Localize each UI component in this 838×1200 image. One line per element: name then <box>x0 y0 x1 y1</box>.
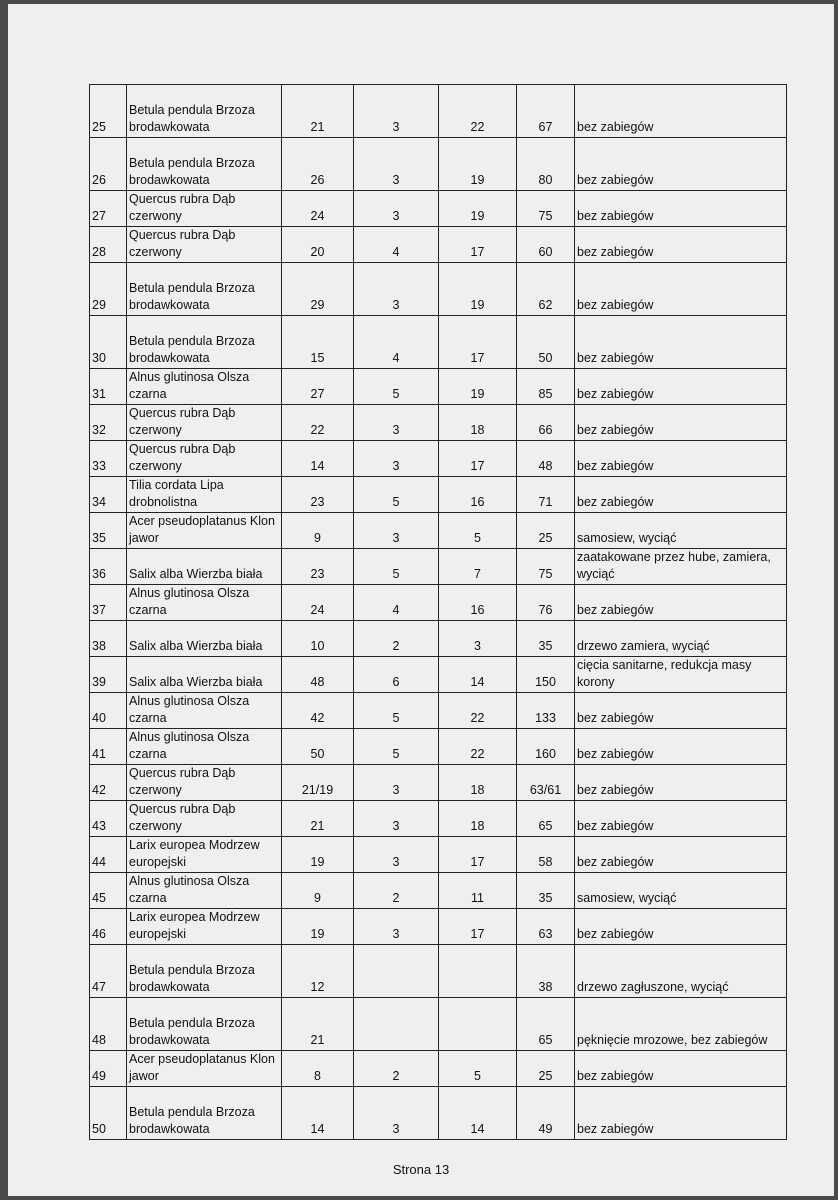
height-cell: 17 <box>439 316 517 369</box>
table-row <box>90 263 787 316</box>
height-cell: 5 <box>439 513 517 549</box>
species-name-cell: Larix europea Modrzew europejski <box>127 837 282 873</box>
table-row <box>90 998 787 1051</box>
crown-diameter-cell <box>354 998 439 1051</box>
species-name-cell: Alnus glutinosa Olsza czarna <box>127 729 282 765</box>
treatment-note-cell: bez zabiegów <box>575 405 787 441</box>
height-cell: 14 <box>439 657 517 693</box>
tree-number-cell: 28 <box>90 227 127 263</box>
species-name-cell: Quercus rubra Dąb czerwony <box>127 227 282 263</box>
height-cell <box>439 945 517 998</box>
height-cell: 14 <box>439 1087 517 1140</box>
height-cell: 22 <box>439 693 517 729</box>
species-name-cell: Betula pendula Brzoza brodawkowata <box>127 263 282 316</box>
tree-number-cell: 26 <box>90 138 127 191</box>
treatment-note-cell: bez zabiegów <box>575 191 787 227</box>
height-cell: 17 <box>439 909 517 945</box>
trunk-circumference-cell: 42 <box>282 693 354 729</box>
crown-diameter-cell: 4 <box>354 316 439 369</box>
height-cell: 17 <box>439 227 517 263</box>
page-number: Strona 13 <box>392 1162 450 1177</box>
table-row <box>90 621 787 657</box>
species-name-cell: Tilia cordata Lipa drobnolistna <box>127 477 282 513</box>
treatment-note-cell: bez zabiegów <box>575 477 787 513</box>
treatment-note-cell: bez zabiegów <box>575 1087 787 1140</box>
height-cell: 16 <box>439 477 517 513</box>
diameter-cell: 75 <box>517 191 575 227</box>
diameter-cell: 35 <box>517 621 575 657</box>
table-row <box>90 441 787 477</box>
crown-diameter-cell: 3 <box>354 191 439 227</box>
treatment-note-cell: drzewo zamiera, wyciąć <box>575 621 787 657</box>
trunk-circumference-cell: 19 <box>282 909 354 945</box>
trunk-circumference-cell: 15 <box>282 316 354 369</box>
height-cell: 19 <box>439 263 517 316</box>
species-name-cell: Quercus rubra Dąb czerwony <box>127 405 282 441</box>
crown-diameter-cell: 3 <box>354 441 439 477</box>
tree-number-cell: 47 <box>90 945 127 998</box>
crown-diameter-cell: 3 <box>354 263 439 316</box>
species-name-cell: Quercus rubra Dąb czerwony <box>127 765 282 801</box>
table-row <box>90 191 787 227</box>
species-name-cell: Alnus glutinosa Olsza czarna <box>127 369 282 405</box>
crown-diameter-cell: 3 <box>354 138 439 191</box>
crown-diameter-cell: 3 <box>354 765 439 801</box>
trunk-circumference-cell: 29 <box>282 263 354 316</box>
crown-diameter-cell: 3 <box>354 837 439 873</box>
crown-diameter-cell: 5 <box>354 693 439 729</box>
crown-diameter-cell: 4 <box>354 585 439 621</box>
diameter-cell: 75 <box>517 549 575 585</box>
treatment-note-cell: bez zabiegów <box>575 441 787 477</box>
trunk-circumference-cell: 20 <box>282 227 354 263</box>
tree-number-cell: 39 <box>90 657 127 693</box>
height-cell: 18 <box>439 801 517 837</box>
treatment-note-cell: bez zabiegów <box>575 909 787 945</box>
table-row <box>90 765 787 801</box>
species-name-cell: Betula pendula Brzoza brodawkowata <box>127 316 282 369</box>
diameter-cell: 65 <box>517 998 575 1051</box>
crown-diameter-cell: 5 <box>354 477 439 513</box>
trunk-circumference-cell: 23 <box>282 477 354 513</box>
tree-number-cell: 43 <box>90 801 127 837</box>
table-row <box>90 549 787 585</box>
treatment-note-cell: bez zabiegów <box>575 837 787 873</box>
species-name-cell: Salix alba Wierzba biała <box>127 549 282 585</box>
crown-diameter-cell: 3 <box>354 85 439 138</box>
tree-number-cell: 44 <box>90 837 127 873</box>
species-name-cell: Quercus rubra Dąb czerwony <box>127 441 282 477</box>
crown-diameter-cell: 5 <box>354 729 439 765</box>
trunk-circumference-cell: 24 <box>282 191 354 227</box>
tree-number-cell: 41 <box>90 729 127 765</box>
table-row <box>90 657 787 693</box>
trunk-circumference-cell: 21 <box>282 998 354 1051</box>
treatment-note-cell: bez zabiegów <box>575 227 787 263</box>
species-name-cell: Betula pendula Brzoza brodawkowata <box>127 138 282 191</box>
diameter-cell: 58 <box>517 837 575 873</box>
table-row <box>90 85 787 138</box>
diameter-cell: 25 <box>517 513 575 549</box>
diameter-cell: 60 <box>517 227 575 263</box>
diameter-cell: 150 <box>517 657 575 693</box>
species-name-cell: Alnus glutinosa Olsza czarna <box>127 873 282 909</box>
table-row <box>90 369 787 405</box>
height-cell: 22 <box>439 729 517 765</box>
species-name-cell: Acer pseudoplatanus Klon jawor <box>127 513 282 549</box>
diameter-cell: 85 <box>517 369 575 405</box>
treatment-note-cell: bez zabiegów <box>575 729 787 765</box>
diameter-cell: 67 <box>517 85 575 138</box>
crown-diameter-cell: 5 <box>354 549 439 585</box>
diameter-cell: 133 <box>517 693 575 729</box>
height-cell: 22 <box>439 85 517 138</box>
table-body <box>90 85 787 1140</box>
height-cell: 19 <box>439 369 517 405</box>
height-cell: 3 <box>439 621 517 657</box>
diameter-cell: 63/61 <box>517 765 575 801</box>
crown-diameter-cell <box>354 945 439 998</box>
height-cell <box>439 998 517 1051</box>
crown-diameter-cell: 3 <box>354 801 439 837</box>
treatment-note-cell: bez zabiegów <box>575 138 787 191</box>
treatment-note-cell: drzewo zagłuszone, wyciąć <box>575 945 787 998</box>
diameter-cell: 62 <box>517 263 575 316</box>
diameter-cell: 63 <box>517 909 575 945</box>
trunk-circumference-cell: 50 <box>282 729 354 765</box>
table-row <box>90 1087 787 1140</box>
crown-diameter-cell: 2 <box>354 621 439 657</box>
table-row <box>90 945 787 998</box>
tree-number-cell: 46 <box>90 909 127 945</box>
treatment-note-cell: samosiew, wyciąć <box>575 513 787 549</box>
crown-diameter-cell: 5 <box>354 369 439 405</box>
treatment-note-cell: bez zabiegów <box>575 369 787 405</box>
table-row <box>90 138 787 191</box>
tree-number-cell: 27 <box>90 191 127 227</box>
species-name-cell: Alnus glutinosa Olsza czarna <box>127 585 282 621</box>
trunk-circumference-cell: 10 <box>282 621 354 657</box>
species-name-cell: Betula pendula Brzoza brodawkowata <box>127 85 282 138</box>
height-cell: 17 <box>439 441 517 477</box>
species-name-cell: Betula pendula Brzoza brodawkowata <box>127 1087 282 1140</box>
height-cell: 5 <box>439 1051 517 1087</box>
diameter-cell: 50 <box>517 316 575 369</box>
diameter-cell: 160 <box>517 729 575 765</box>
diameter-cell: 71 <box>517 477 575 513</box>
tree-number-cell: 31 <box>90 369 127 405</box>
diameter-cell: 65 <box>517 801 575 837</box>
table-row <box>90 837 787 873</box>
height-cell: 18 <box>439 405 517 441</box>
height-cell: 19 <box>439 138 517 191</box>
table-row <box>90 873 787 909</box>
trunk-circumference-cell: 21 <box>282 85 354 138</box>
tree-number-cell: 48 <box>90 998 127 1051</box>
table-row <box>90 909 787 945</box>
crown-diameter-cell: 3 <box>354 405 439 441</box>
tree-inventory-table <box>89 84 787 1140</box>
table-row <box>90 729 787 765</box>
treatment-note-cell: bez zabiegów <box>575 585 787 621</box>
species-name-cell: Salix alba Wierzba biała <box>127 657 282 693</box>
trunk-circumference-cell: 19 <box>282 837 354 873</box>
treatment-note-cell: bez zabiegów <box>575 801 787 837</box>
species-name-cell: Alnus glutinosa Olsza czarna <box>127 693 282 729</box>
treatment-note-cell: bez zabiegów <box>575 693 787 729</box>
species-name-cell: Quercus rubra Dąb czerwony <box>127 801 282 837</box>
trunk-circumference-cell: 21/19 <box>282 765 354 801</box>
tree-number-cell: 37 <box>90 585 127 621</box>
height-cell: 16 <box>439 585 517 621</box>
crown-diameter-cell: 3 <box>354 909 439 945</box>
trunk-circumference-cell: 21 <box>282 801 354 837</box>
table-row <box>90 477 787 513</box>
diameter-cell: 38 <box>517 945 575 998</box>
treatment-note-cell: bez zabiegów <box>575 316 787 369</box>
crown-diameter-cell: 2 <box>354 873 439 909</box>
tree-number-cell: 42 <box>90 765 127 801</box>
table-row <box>90 801 787 837</box>
tree-number-cell: 49 <box>90 1051 127 1087</box>
document-page <box>8 4 834 1196</box>
diameter-cell: 80 <box>517 138 575 191</box>
crown-diameter-cell: 3 <box>354 513 439 549</box>
table-row <box>90 1051 787 1087</box>
tree-number-cell: 38 <box>90 621 127 657</box>
diameter-cell: 49 <box>517 1087 575 1140</box>
treatment-note-cell: bez zabiegów <box>575 263 787 316</box>
trunk-circumference-cell: 9 <box>282 513 354 549</box>
table-row <box>90 513 787 549</box>
tree-number-cell: 34 <box>90 477 127 513</box>
species-name-cell: Larix europea Modrzew europejski <box>127 909 282 945</box>
table-row <box>90 693 787 729</box>
trunk-circumference-cell: 26 <box>282 138 354 191</box>
species-name-cell: Acer pseudoplatanus Klon jawor <box>127 1051 282 1087</box>
crown-diameter-cell: 2 <box>354 1051 439 1087</box>
diameter-cell: 76 <box>517 585 575 621</box>
treatment-note-cell: bez zabiegów <box>575 85 787 138</box>
tree-number-cell: 50 <box>90 1087 127 1140</box>
treatment-note-cell: zaatakowane przez hube, zamiera, wyciąć <box>575 549 787 585</box>
tree-number-cell: 25 <box>90 85 127 138</box>
species-name-cell: Betula pendula Brzoza brodawkowata <box>127 998 282 1051</box>
height-cell: 18 <box>439 765 517 801</box>
trunk-circumference-cell: 22 <box>282 405 354 441</box>
trunk-circumference-cell: 12 <box>282 945 354 998</box>
trunk-circumference-cell: 24 <box>282 585 354 621</box>
treatment-note-cell: samosiew, wyciąć <box>575 873 787 909</box>
treatment-note-cell: bez zabiegów <box>575 1051 787 1087</box>
tree-number-cell: 32 <box>90 405 127 441</box>
diameter-cell: 66 <box>517 405 575 441</box>
tree-number-cell: 33 <box>90 441 127 477</box>
treatment-note-cell: bez zabiegów <box>575 765 787 801</box>
table-row <box>90 405 787 441</box>
crown-diameter-cell: 4 <box>354 227 439 263</box>
trunk-circumference-cell: 23 <box>282 549 354 585</box>
tree-number-cell: 36 <box>90 549 127 585</box>
tree-number-cell: 45 <box>90 873 127 909</box>
trunk-circumference-cell: 8 <box>282 1051 354 1087</box>
treatment-note-cell: pęknięcie mrozowe, bez zabiegów <box>575 998 787 1051</box>
crown-diameter-cell: 6 <box>354 657 439 693</box>
table-row <box>90 227 787 263</box>
tree-number-cell: 29 <box>90 263 127 316</box>
tree-number-cell: 40 <box>90 693 127 729</box>
treatment-note-cell: cięcia sanitarne, redukcja masy korony <box>575 657 787 693</box>
species-name-cell: Salix alba Wierzba biała <box>127 621 282 657</box>
species-name-cell: Quercus rubra Dąb czerwony <box>127 191 282 227</box>
trunk-circumference-cell: 9 <box>282 873 354 909</box>
diameter-cell: 35 <box>517 873 575 909</box>
table-row <box>90 316 787 369</box>
tree-number-cell: 30 <box>90 316 127 369</box>
trunk-circumference-cell: 14 <box>282 1087 354 1140</box>
trunk-circumference-cell: 27 <box>282 369 354 405</box>
height-cell: 7 <box>439 549 517 585</box>
crown-diameter-cell: 3 <box>354 1087 439 1140</box>
species-name-cell: Betula pendula Brzoza brodawkowata <box>127 945 282 998</box>
trunk-circumference-cell: 14 <box>282 441 354 477</box>
table-row <box>90 585 787 621</box>
height-cell: 19 <box>439 191 517 227</box>
trunk-circumference-cell: 48 <box>282 657 354 693</box>
tree-number-cell: 35 <box>90 513 127 549</box>
height-cell: 11 <box>439 873 517 909</box>
height-cell: 17 <box>439 837 517 873</box>
diameter-cell: 48 <box>517 441 575 477</box>
diameter-cell: 25 <box>517 1051 575 1087</box>
